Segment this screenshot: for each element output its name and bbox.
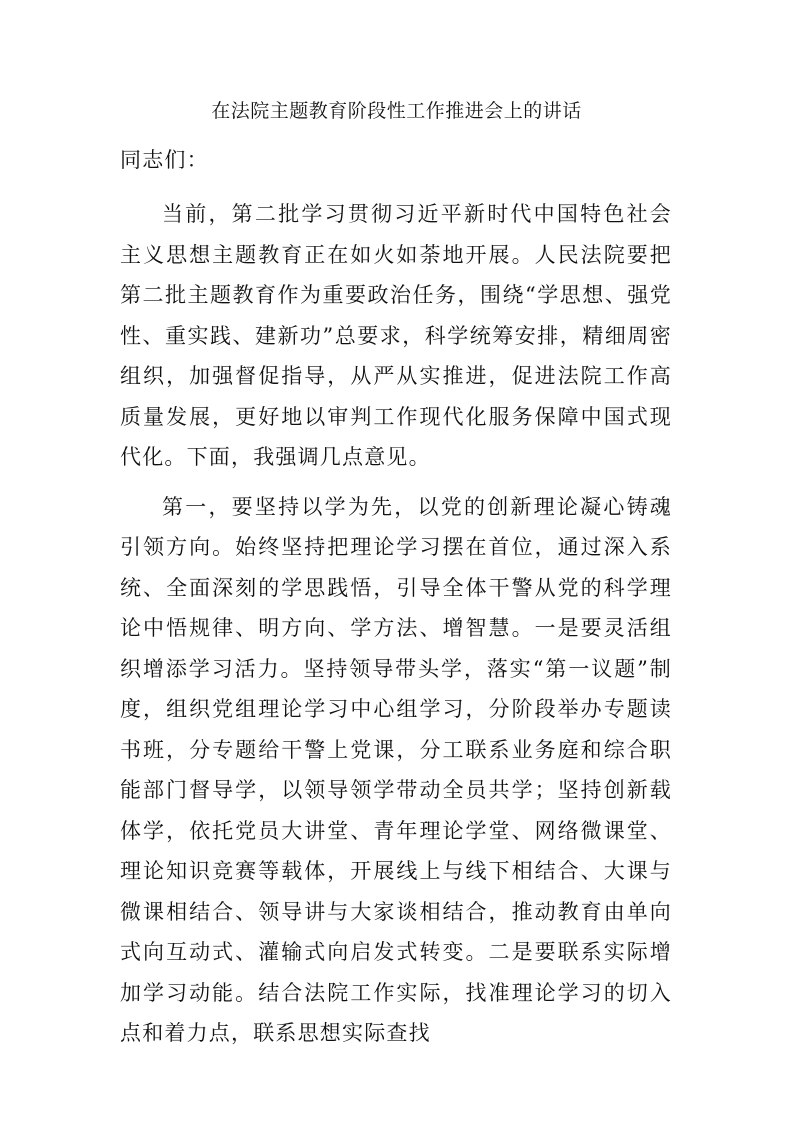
document-title: 在法院主题教育阶段性工作推进会上的讲话 xyxy=(211,100,582,122)
paragraph: 当前，第二批学习贯彻习近平新时代中国特色社会主义思想主题教育正在如火如荼地开展。人民法院要把第二批主题教育作为重要政治任务，围绕“学思想、强党性、重实践、建新功”总要求，科学统筹安排，精细周密组织，加强督促指导，从严从实推进，促进法院工作高质量发展，更好地以审判工作现代化服务保障中国式现代化。下面，我强调几点意见。 xyxy=(120,202,672,469)
paragraph: 第一，要坚持以学为先，以党的创新理论凝心铸魂引领方向。始终坚持把理论学习摆在首位，通过深入系统、全面深刻的学思践悟，引导全体干警从党的科学理论中悟规律、明方向、学方法、增智慧。一是要灵活组织增添学习活力。坚持领导带头学，落实“第一议题”制度，组织党组理论学习中心组学习，分阶段举办专题读书班，分专题给干警上党课，分工联系业务庭和综合职能部门督导学，以领导领学带动全员共学；坚持创新载体学，依托党员大讲堂、青年理论学堂、网络微课堂、理论知识竞赛等载体，开展线上与线下相结合、大课与微课相结合、领导讲与大家谈相结合，推动教育由单向式向互动式、灌输式向启发式转变。二是要联系实际增加学习动能。结合法院工作实际，找准理论学习的切入点和着力点，联系思想实际查找 xyxy=(120,494,672,1045)
salutation: 同志们： xyxy=(120,148,209,172)
document-body xyxy=(120,140,672,1054)
